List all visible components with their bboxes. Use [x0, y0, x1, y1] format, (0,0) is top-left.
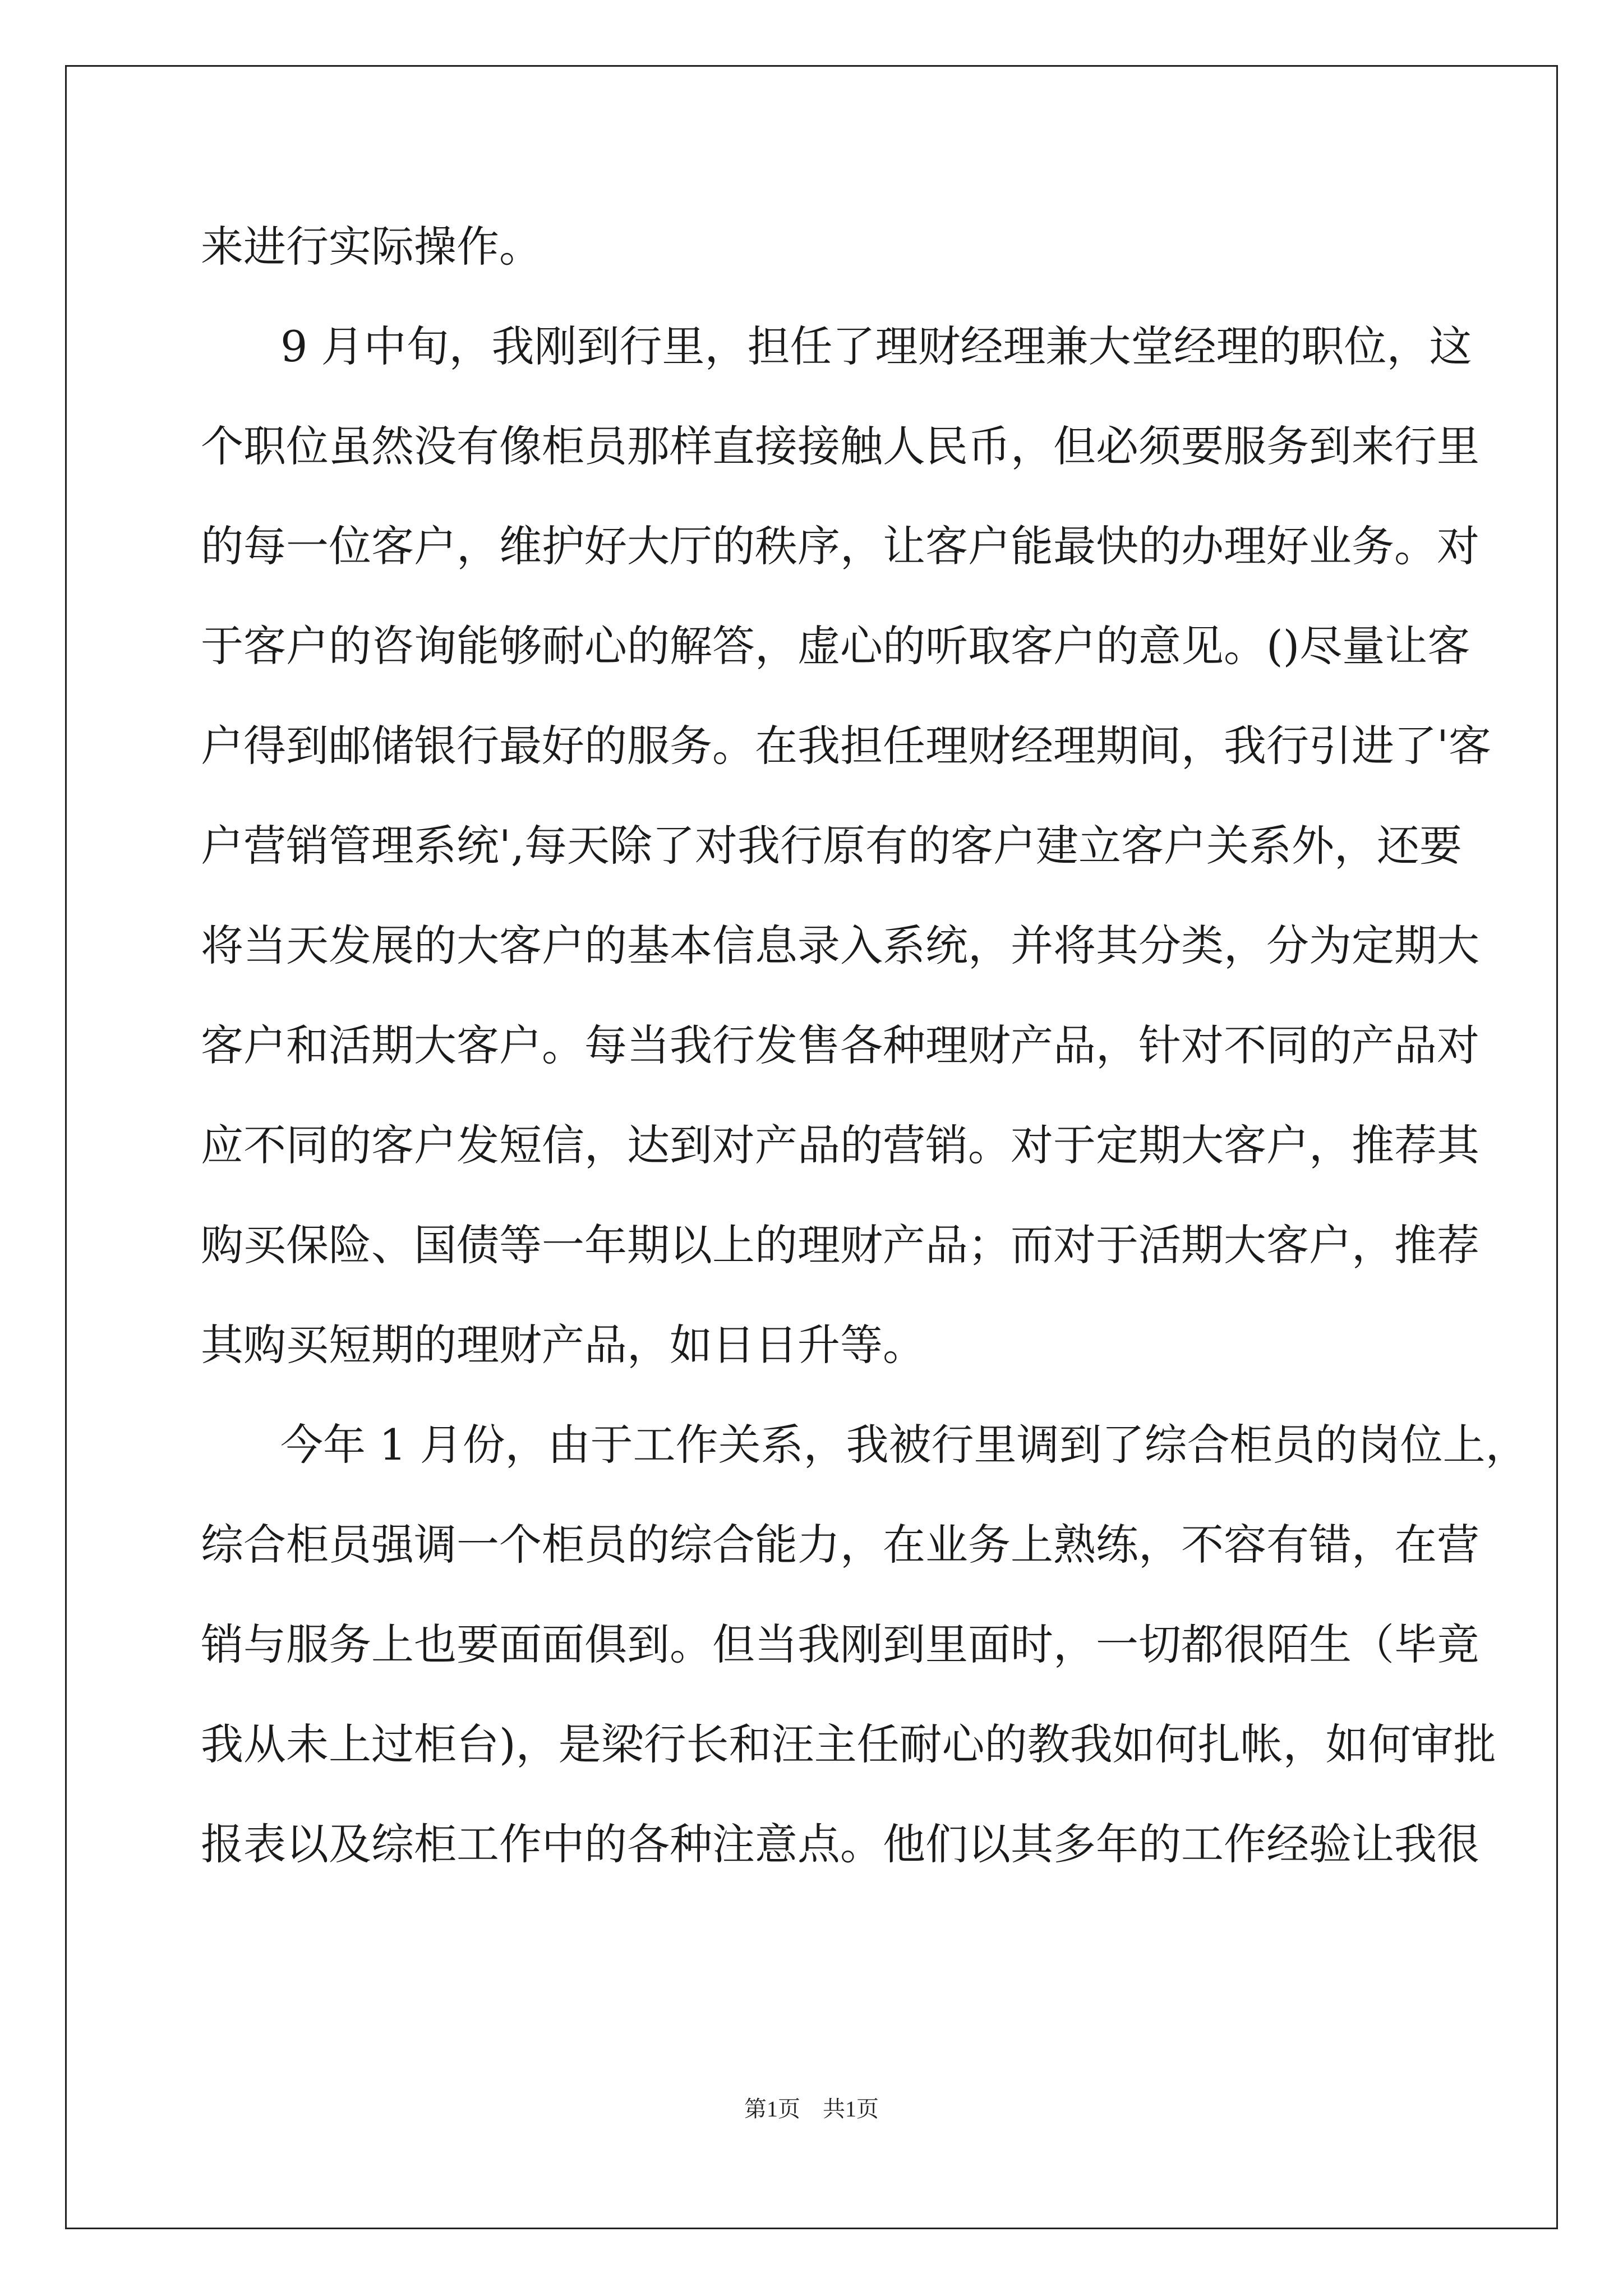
text-line: 今年 1 月份，由于工作关系，我被行里调到了综合柜员的岗位上，	[280, 1420, 1528, 1470]
text-line: 户得到邮储银行最好的服务。在我担任理财经理期间，我行引进了'客	[201, 721, 1491, 771]
text-line: 客户和活期大客户。每当我行发售各种理财产品，针对不同的产品对	[201, 1020, 1479, 1070]
text-line: 将当天发展的大客户的基本信息录入系统，并将其分类，分为定期大	[201, 921, 1479, 970]
page-number: 第1页	[744, 2096, 800, 2122]
page-footer	[0, 2091, 1623, 2123]
text-line: 于客户的咨询能够耐心的解答，虚心的听取客户的意见。()尽量让客	[201, 621, 1470, 671]
page-total: 共1页	[823, 2096, 879, 2122]
text-line: 其购买短期的理财产品，如日日升等。	[201, 1320, 925, 1370]
text-line: 销与服务上也要面面俱到。但当我刚到里面时，一切都很陌生（毕竟	[201, 1619, 1479, 1669]
text-line: 综合柜员强调一个柜员的综合能力，在业务上熟练，不容有错，在营	[201, 1520, 1479, 1570]
text-line: 9 月中旬，我刚到行里，担任了理财经理兼大堂经理的职位，这	[280, 321, 1472, 371]
text-line: 个职位虽然没有像柜员那样直接接触人民币，但必须要服务到来行里	[201, 421, 1479, 471]
text-line: 的每一位客户，维护好大厅的秩序，让客户能最快的办理好业务。对	[201, 521, 1479, 571]
text-line: 户营销管理系统',每天除了对我行原有的客户建立客户关系外，还要	[201, 821, 1463, 871]
text-line: 应不同的客户发短信，达到对产品的营销。对于定期大客户，推荐其	[201, 1120, 1479, 1170]
text-line: 报表以及综柜工作中的各种注意点。他们以其多年的工作经验让我很	[201, 1819, 1479, 1869]
text-line: 我从未上过柜台)，是梁行长和汪主任耐心的教我如何扎帐，如何审批	[201, 1719, 1496, 1769]
text-line: 来进行实际操作。	[201, 222, 542, 272]
text-line: 购买保险、国债等一年期以上的理财产品；而对于活期大客户，推荐	[201, 1220, 1479, 1270]
